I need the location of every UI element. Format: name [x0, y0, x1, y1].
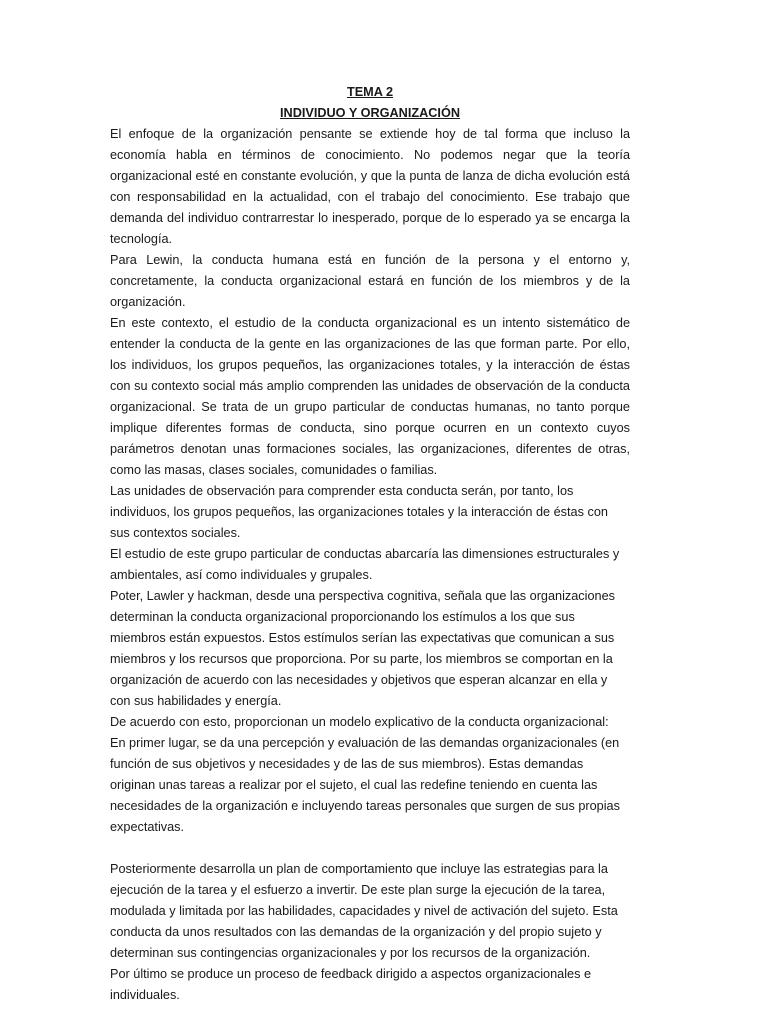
paragraph-7: De acuerdo con esto, proporcionan un modelo explicativo de la conducta organizacional:	[110, 715, 609, 729]
paragraph-gap	[110, 838, 630, 859]
paragraph-1: El enfoque de la organización pensante se extiende hoy de tal forma que incluso la economía habla en términos de conocimiento. No podemos negar que la teoría organizacional esté en constante evolución, y que la punta de lanza de dicha evolución está con responsabilidad en la actualidad, con el trabajo del conocimiento. Ese trabajo que demanda del individuo contrarrestar lo inesperado, porque de lo esperado ya se encarga la tecnología.	[110, 127, 630, 246]
document-subtitle: INDIVIDUO Y ORGANIZACIÓN	[280, 106, 460, 120]
paragraph-2: Para Lewin, la conducta humana está en función de la persona y el entorno y, concretamente, la conducta organizacional estará en función de los miembros y de la organización.	[110, 253, 630, 309]
document-title: TEMA 2	[346, 85, 394, 99]
paragraph-4: Las unidades de observación para comprender esta conducta serán, por tanto, los individuos, los grupos pequeños, las organizaciones totales y la interacción de éstas con sus contextos sociales.	[110, 484, 608, 540]
paragraph-5: El estudio de este grupo particular de conductas abarcaría las dimensiones estructurales y ambientales, así como individuales y grupales.	[110, 547, 620, 582]
paragraph-10: Por último se produce un proceso de feedback dirigido a aspectos organizacionales e individuales.	[110, 967, 592, 1002]
paragraph-9: Posteriormente desarrolla un plan de comportamiento que incluye las estrategias para la ejecución de la tarea y el esfuerzo a invertir. De este plan surge la ejecución de la tarea, modulada y limitada por las habilidades, capacidades y nivel de activación del sujeto. Esta conducta da unos resultados con las demandas de la organización y del propio sujeto y determinan sus contingencias organizacionales y por los recursos de la organización.	[110, 862, 618, 960]
document-body	[110, 82, 630, 1006]
paragraph-3: En este contexto, el estudio de la conducta organizacional es un intento sistemático de entender la conducta de la gente en las organizaciones de las que forman parte. Por ello, los individuos, los grupos pequeños, las organizaciones totales, y la interacción de éstas con su contexto social más amplio comprenden las unidades de observación de la conducta organizacional. Se trata de un grupo particular de conductas humanas, no tanto porque implique diferentes formas de conducta, sino porque ocurren en un contexto cuyos parámetros denotan unas formaciones sociales, las organizaciones, diferentes de otras, como las masas, clases sociales, comunidades o familias.	[110, 316, 630, 477]
paragraph-6: Poter, Lawler y hackman, desde una perspectiva cognitiva, señala que las organizaciones determinan la conducta organizacional proporcionando los estímulos a los que sus miembros están expuestos. Estos estímulos serían las expectativas que comunican a sus miembros y los recursos que proporciona. Por su parte, los miembros se comportan en la organización de acuerdo con las necesidades y objetivos que esperan alcanzar en ella y con sus habilidades y energía.	[110, 589, 615, 708]
paragraph-8: En primer lugar, se da una percepción y evaluación de las demandas organizacionales (en función de sus objetivos y necesidades y de las de sus miembros). Estas demandas originan unas tareas a realizar por el sujeto, el cual las redefine teniendo en cuenta las necesidades de la organización e incluyendo tareas personales que surgen de sus propias expectativas.	[110, 736, 620, 834]
